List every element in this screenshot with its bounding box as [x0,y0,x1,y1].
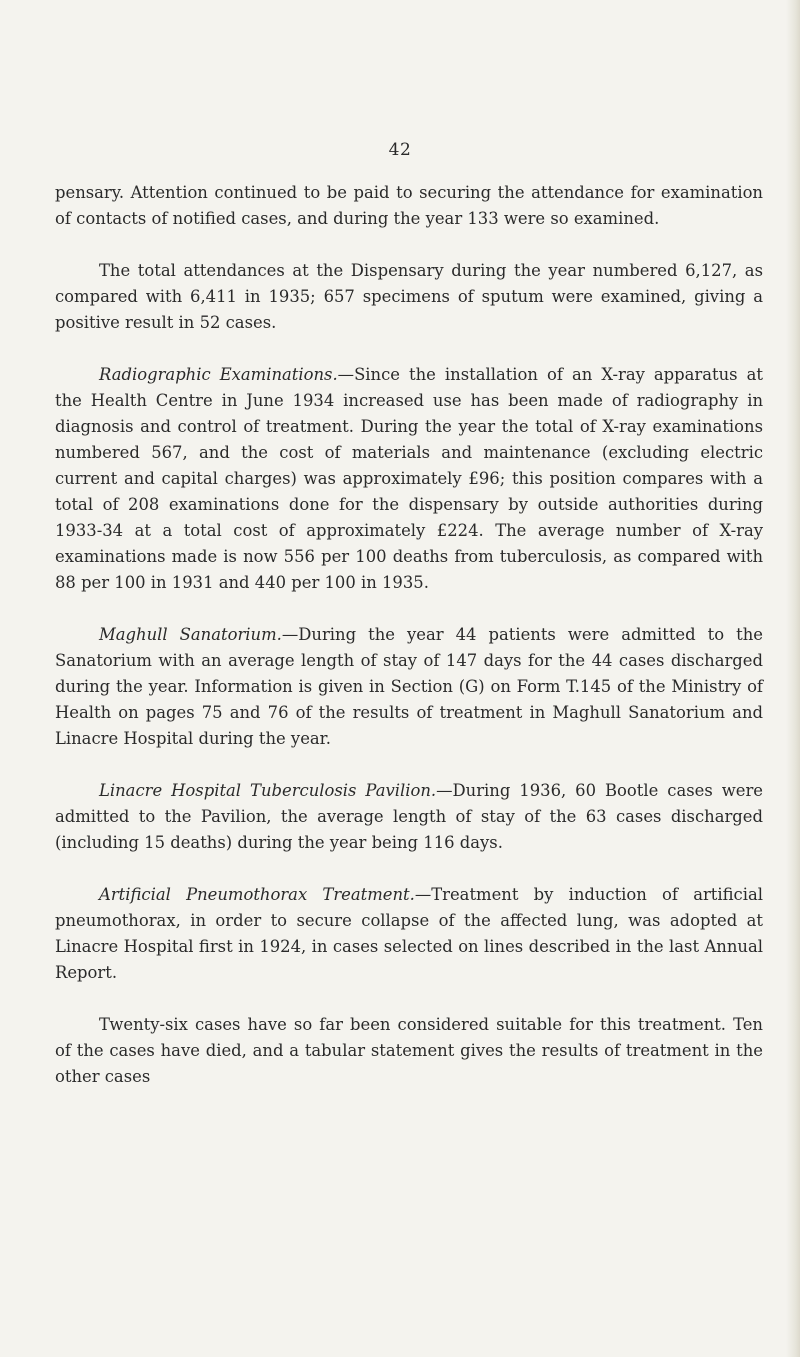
paragraph-linacre-hospital [55,778,763,856]
paragraph-text: The total attendances at the Dispensary during the year numbered 6,127, as compared with 6,411 in 1935; 657 specimens of sputum were examined, giving a positive result in 52 cases. [55,261,763,332]
paragraph-text: pensary. Attention continued to be paid to securing the attendance for examination of contacts of notified cases, and during the year 133 were so examined. [55,183,763,228]
page-number: 42 [388,140,412,160]
section-heading: Maghull Sanatorium. [99,625,282,644]
paragraph-twenty-six-cases [55,1012,763,1090]
paragraph-text: —During 1936, 60 Bootle cases were admitted to the Pavilion, the average length of stay of the 63 cases discharged (including 15 deaths) during the year being 116 days. [55,781,764,852]
paragraph-dispensary-continued [55,180,763,232]
section-heading: Artificial Pneumothorax Treatment. [99,885,415,904]
paragraph-artificial-pneumothorax [55,882,763,986]
paragraph-radiographic-examinations [55,362,763,596]
section-heading: Linacre Hospital Tuberculosis Pavilion. [99,781,437,800]
paragraph-text: —During the year 44 patients were admitted to the Sanatorium with an average length of stay of 147 days for the 44 cases discharged during the year. Information is given in Section (G) on Form T.145 of the Ministry of Health on pages 75 and 76 of the results of treatment in Maghull Sanatorium and Linacre Hospital during the year. [55,625,763,748]
document-body [55,180,763,1116]
page-edge-shadow [786,0,800,1357]
section-heading: Radiographic Examinations. [99,365,338,384]
paragraph-text: Twenty-six cases have so far been considered suitable for this treatment. Ten of the cases have died, and a tabular statement gives the results of treatment in the other cases [55,1015,763,1086]
paragraph-dispensary-attendances [55,258,763,336]
paragraph-maghull-sanatorium [55,622,763,752]
paragraph-text: —Treatment by induction of artificial pneumothorax, in order to secure collapse of the affected lung, was adopted at Linacre Hospital first in 1924, in cases selected on lines described in the last Annual Report. [55,885,763,982]
paragraph-text: —Since the installation of an X-ray apparatus at the Health Centre in June 1934 increased use has been made of radiography in diagnosis and control of treatment. During the year the total of X-ray examinations numbered 567, and the cost of materials and maintenance (excluding electric current and capital charges) was approximately £96; this position compares with a total of 208 examinations done for the dispensary by outside authorities during 1933-34 at a total cost of approximately £224. The average number of X-ray examinations made is now 556 per 100 deaths from tuberculosis, as compared with 88 per 100 in 1931 and 440 per 100 in 1935. [55,365,763,592]
